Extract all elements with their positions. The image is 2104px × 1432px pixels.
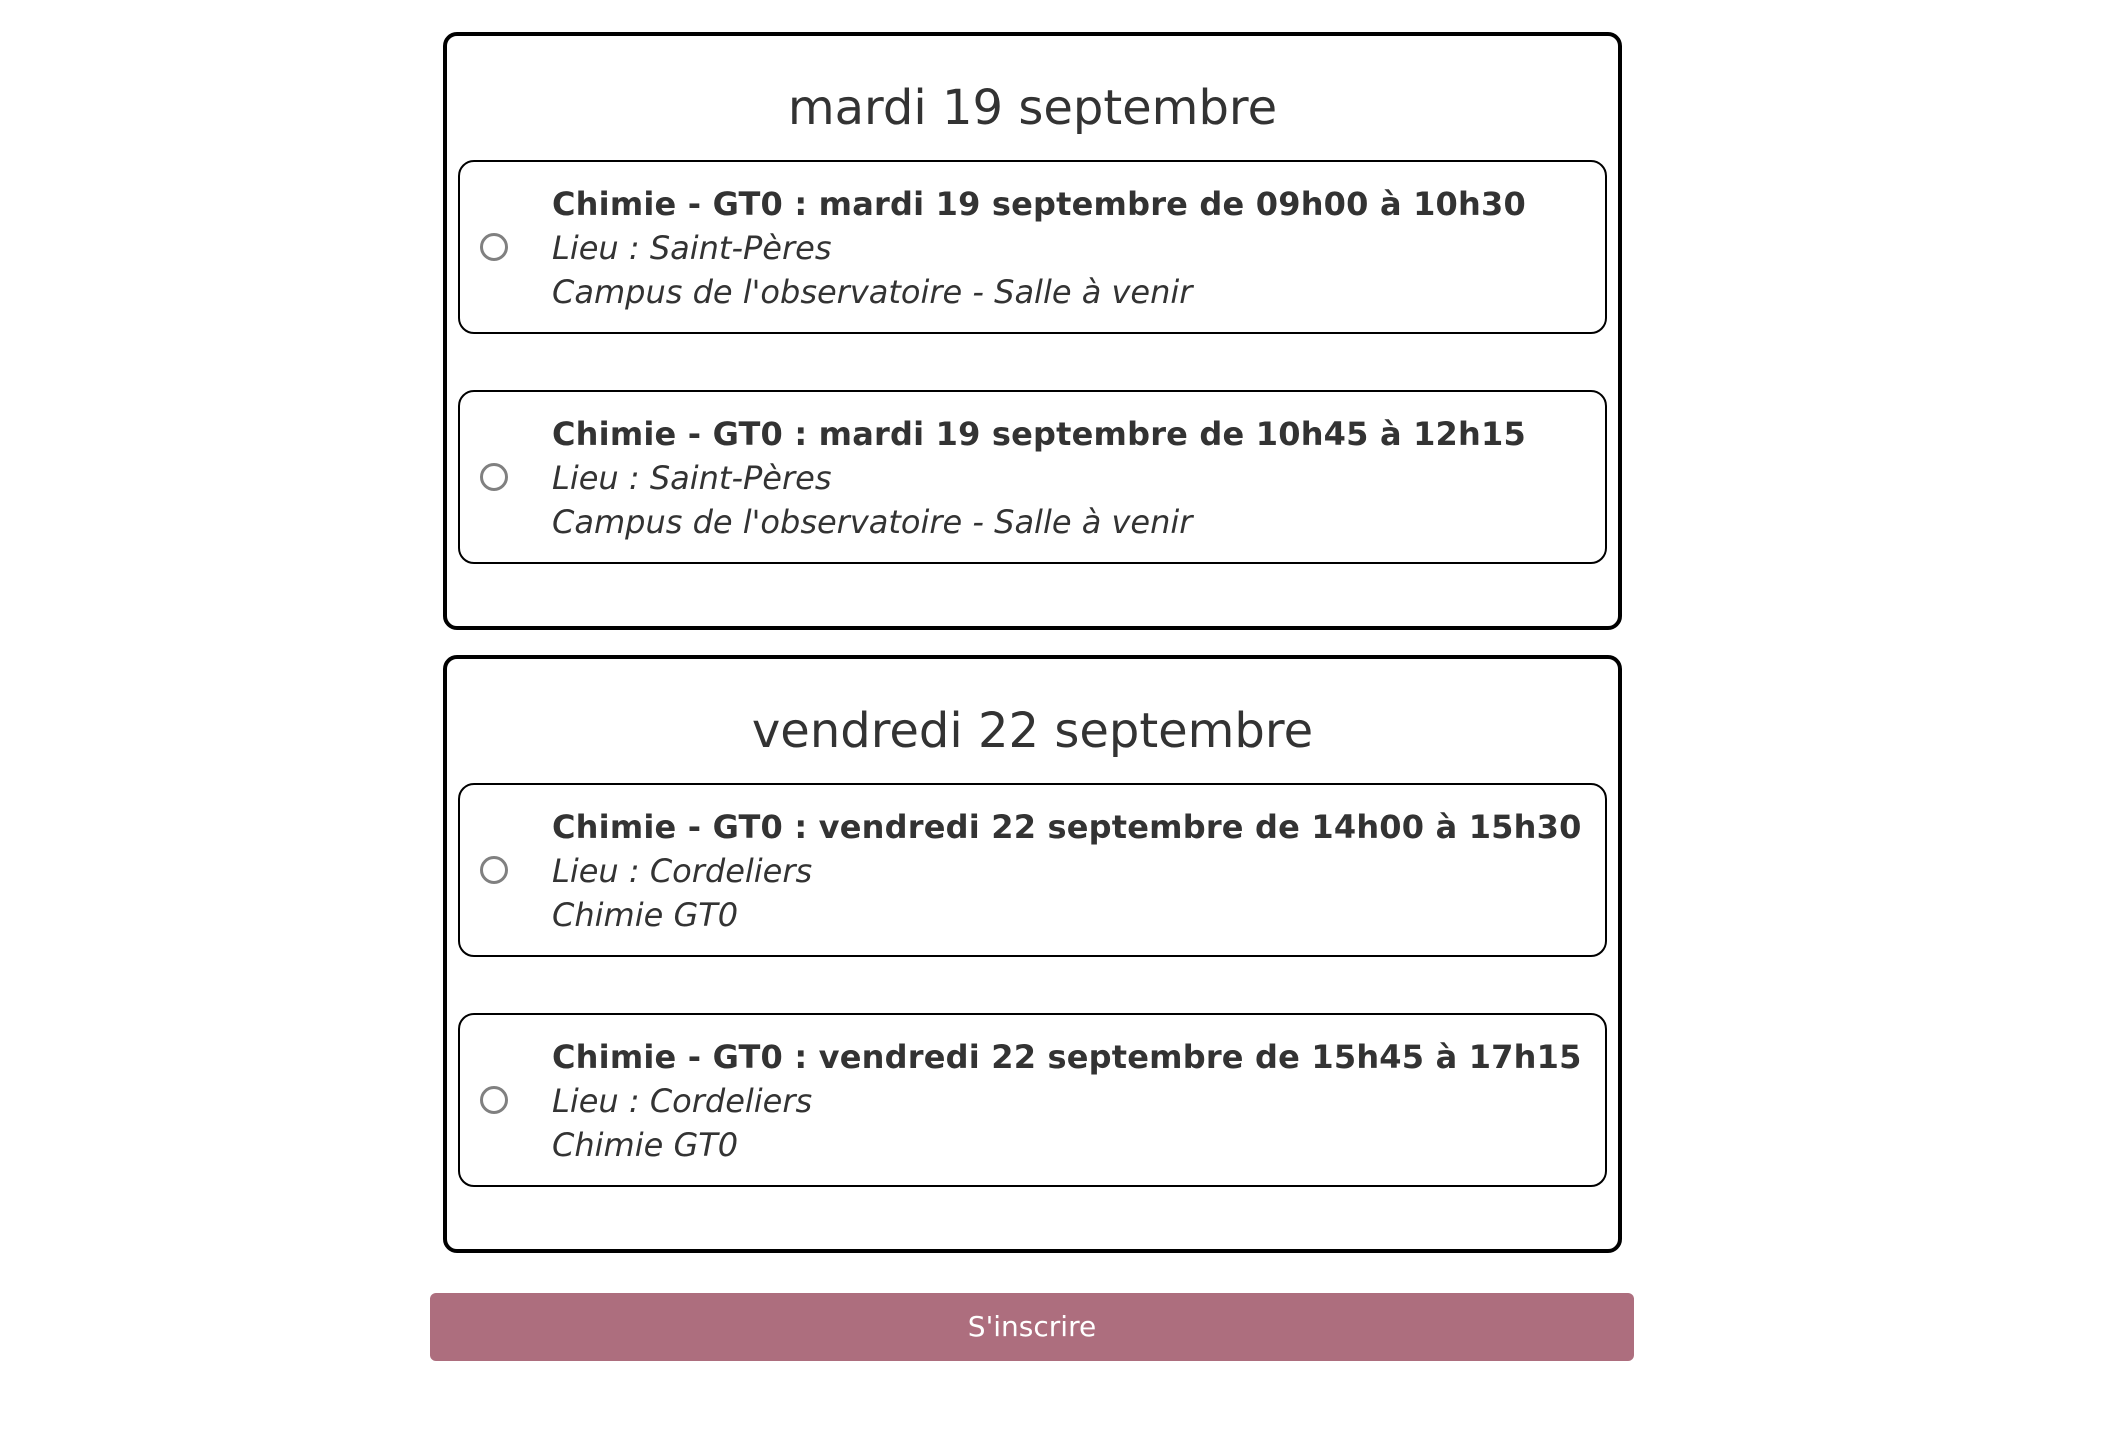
slot-title: Chimie - GT0 : vendredi 22 septembre de 14h00 à 15h30 [552,808,1582,846]
time-slot-option[interactable] [458,390,1607,564]
slot-location: Lieu : Saint-Pères [552,459,832,497]
slot-title: Chimie - GT0 : mardi 19 septembre de 09h00 à 10h30 [552,185,1526,223]
slot-details [552,1035,1589,1167]
slot-title: Chimie - GT0 : mardi 19 septembre de 10h45 à 12h15 [552,415,1526,453]
slot-room: Chimie GT0 [552,1126,739,1164]
slot-radio-button[interactable] [480,1086,508,1114]
register-button[interactable]: S'inscrire [430,1293,1634,1361]
slot-location: Lieu : Cordeliers [552,1082,813,1120]
slot-details [552,412,1589,544]
day-title: mardi 19 septembre [787,80,1278,136]
day-title: vendredi 22 septembre [751,703,1314,759]
slot-radio-button[interactable] [480,233,508,261]
slot-room: Campus de l'observatoire - Salle à venir [552,273,1193,311]
slot-room: Campus de l'observatoire - Salle à venir [552,503,1193,541]
slot-location: Lieu : Saint-Pères [552,229,832,267]
day-group [443,655,1622,1253]
slot-location: Lieu : Cordeliers [552,852,813,890]
slot-radio-button[interactable] [480,463,508,491]
slot-room: Chimie GT0 [552,896,739,934]
time-slot-option[interactable] [458,160,1607,334]
slot-radio-button[interactable] [480,856,508,884]
time-slot-option[interactable] [458,783,1607,957]
slot-details [552,805,1589,937]
day-group [443,32,1622,630]
slot-title: Chimie - GT0 : vendredi 22 septembre de 15h45 à 17h15 [552,1038,1582,1076]
time-slot-option[interactable] [458,1013,1607,1187]
slot-details [552,182,1589,314]
